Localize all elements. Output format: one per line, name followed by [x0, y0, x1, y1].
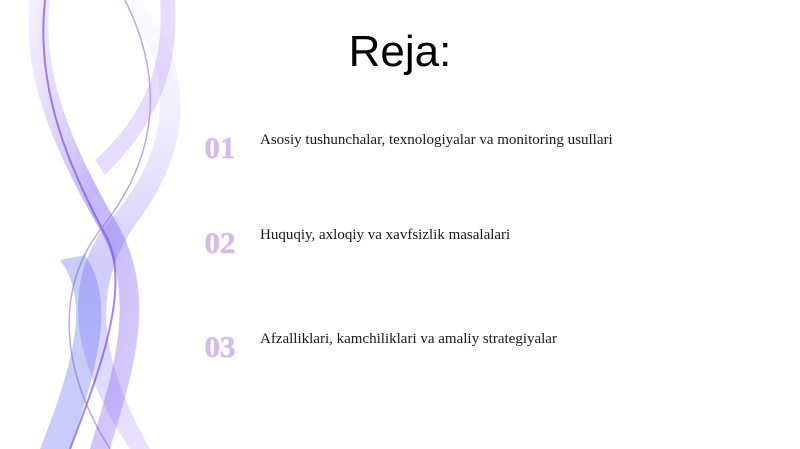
item-text: Afzalliklari, kamchiliklari va amaliy strategiyalar — [260, 331, 557, 347]
item-number: 01 — [204, 130, 236, 165]
page-title: Reja: — [348, 27, 452, 76]
list-item — [196, 327, 756, 367]
list-item — [196, 223, 756, 263]
decorative-ribbon-icon — [0, 0, 200, 449]
item-number: 02 — [204, 225, 236, 260]
item-text: Asosiy tushunchalar, texnologiyalar va monitoring usullari — [260, 132, 613, 148]
item-text: Huquqiy, axloqiy va xavfsizlik masalalari — [260, 227, 511, 243]
list-item — [196, 128, 756, 168]
item-number: 03 — [204, 329, 236, 364]
